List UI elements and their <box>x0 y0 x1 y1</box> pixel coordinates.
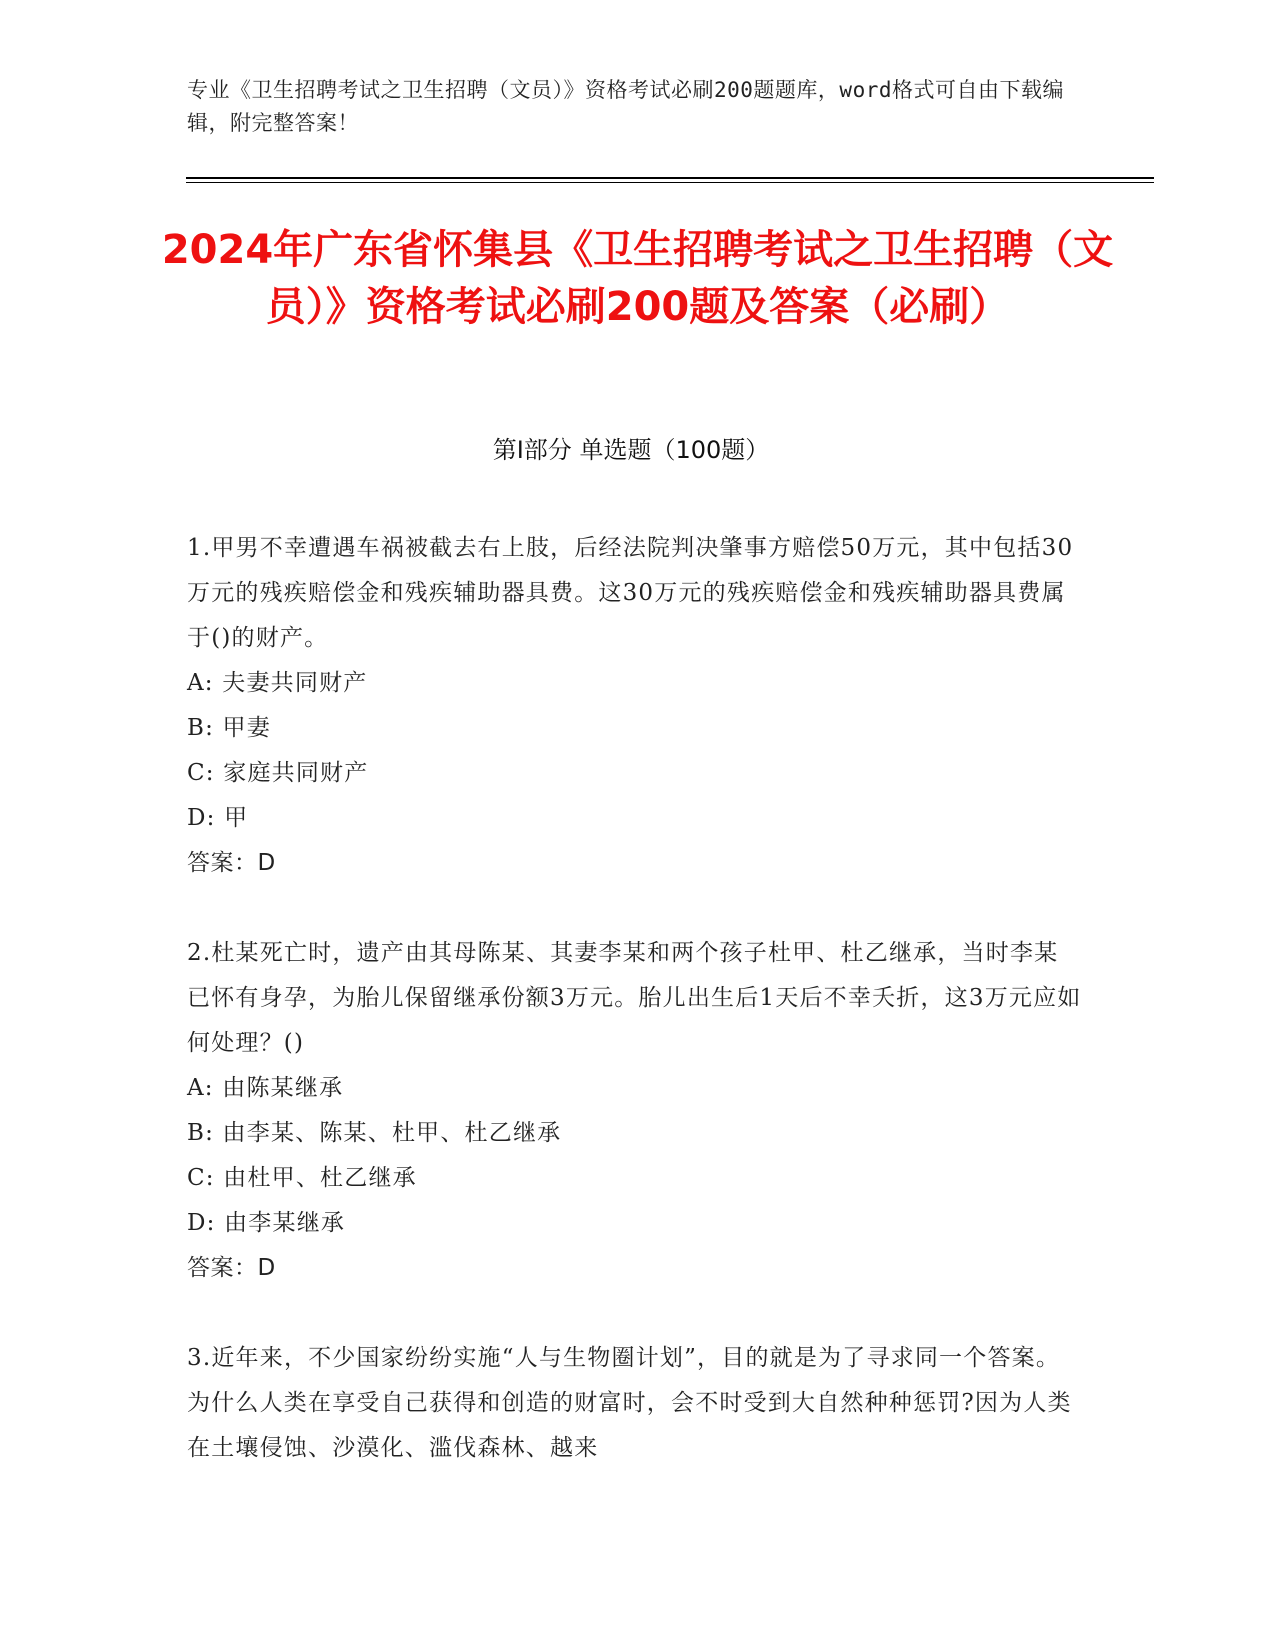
question-2 <box>187 931 1082 1291</box>
header-divider-thin <box>186 182 1154 183</box>
option-c: C: 由杜甲、杜乙继承 <box>187 1165 417 1191</box>
question-list <box>187 526 1082 1516</box>
option-a: A: 夫妻共同财产 <box>187 670 368 696</box>
option-d: D: 由李某继承 <box>187 1210 346 1236</box>
answer-line: 答案：D <box>187 850 276 876</box>
question-stem: 1.甲男不幸遭遇车祸被截去右上肢，后经法院判决肇事方赔偿50万元，其中包括30万元的残疾赔偿金和残疾辅助器具费。这30万元的残疾赔偿金和残疾辅助器具费属于()的财产。 <box>187 535 1074 651</box>
question-1 <box>187 526 1082 886</box>
document-title: 2024年广东省怀集县《卫生招聘考试之卫生招聘（文员）》资格考试必刷200题及答案（必刷） <box>161 227 1114 330</box>
question-stem: 2.杜某死亡时，遗产由其母陈某、其妻李某和两个孩子杜甲、杜乙继承，当时李某已怀有身孕，为胎儿保留继承份额3万元。胎儿出生后1天后不幸夭折，这3万元应如何处理？() <box>187 940 1082 1056</box>
header-divider-thick <box>186 177 1154 179</box>
option-b: B: 由李某、陈某、杜甲、杜乙继承 <box>187 1120 562 1146</box>
option-d: D: 甲 <box>187 805 249 831</box>
option-c: C: 家庭共同财产 <box>187 760 369 786</box>
option-b: B: 甲妻 <box>187 715 271 741</box>
option-a: A: 由陈某继承 <box>187 1075 344 1101</box>
question-stem: 3.近年来，不少国家纷纷实施“人与生物圈计划”，目的就是为了寻求同一个答案。为什么人类在享受自己获得和创造的财富时，会不时受到大自然种种惩罚?因为人类在土壤侵蚀、沙漠化、滥伐森林、越来 <box>187 1345 1072 1461</box>
question-3 <box>187 1336 1082 1471</box>
header-note: 专业《卫生招聘考试之卫生招聘（文员）》资格考试必刷200题题库，word格式可自由下载编辑，附完整答案！ <box>187 78 1064 135</box>
answer-line: 答案：D <box>187 1255 276 1281</box>
section-heading: 第I部分 单选题（100题） <box>492 436 770 464</box>
